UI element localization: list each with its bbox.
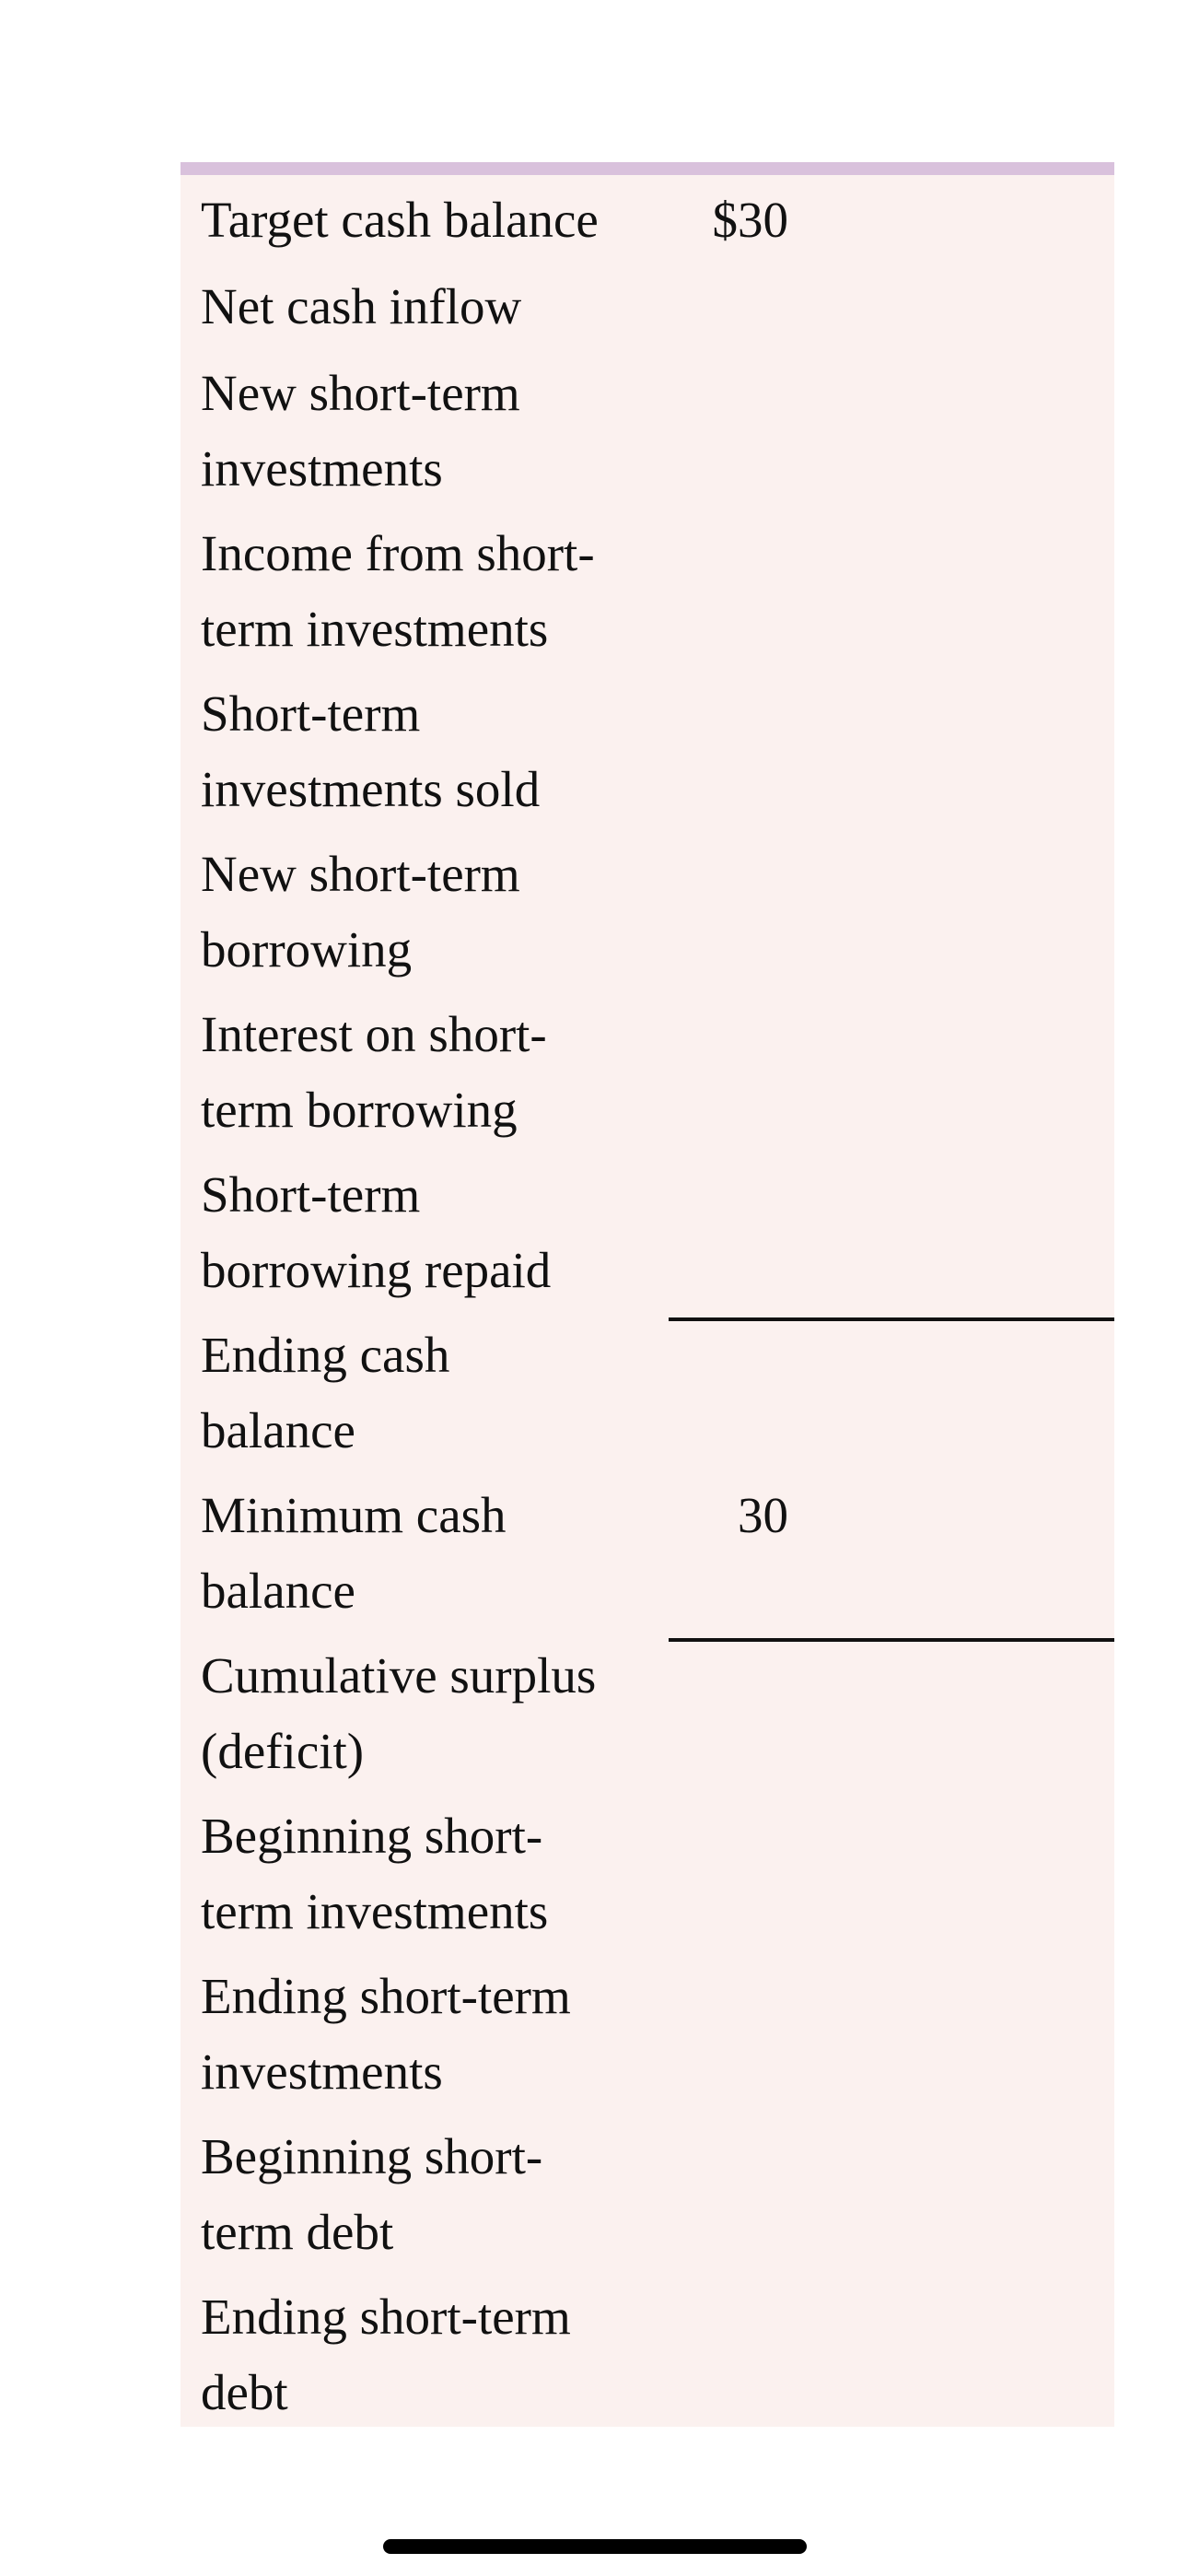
subtotal-rule <box>669 1317 1114 1321</box>
row-label: Interest on short- term borrowing <box>201 1006 547 1138</box>
row-label: Net cash inflow <box>201 278 522 334</box>
row-label: Income from short- term investments <box>201 525 595 657</box>
row-label: New short-term borrowing <box>201 846 520 978</box>
row-label: Short-term investments sold <box>201 685 541 817</box>
total-rule <box>669 1638 1114 1642</box>
row-label: Ending short-term investments <box>201 1968 571 2100</box>
row-label: Beginning short- term investments <box>201 1808 549 1939</box>
cash-budget-table <box>181 162 1114 2427</box>
row-label: New short-term investments <box>201 365 520 497</box>
row-label: Cumulative surplus (deficit) <box>201 1647 597 1779</box>
home-indicator[interactable] <box>383 2539 807 2554</box>
row-label: Ending cash balance <box>201 1327 450 1458</box>
row-value: $30 <box>712 192 788 248</box>
row-label: Target cash balance <box>201 192 599 248</box>
row-label: Short-term borrowing repaid <box>201 1166 552 1298</box>
row-label: Minimum cash balance <box>201 1487 507 1619</box>
row-value: 30 <box>738 1487 788 1543</box>
row-label: Beginning short- term debt <box>201 2128 543 2260</box>
row-label: Ending short-term debt <box>201 2289 571 2420</box>
